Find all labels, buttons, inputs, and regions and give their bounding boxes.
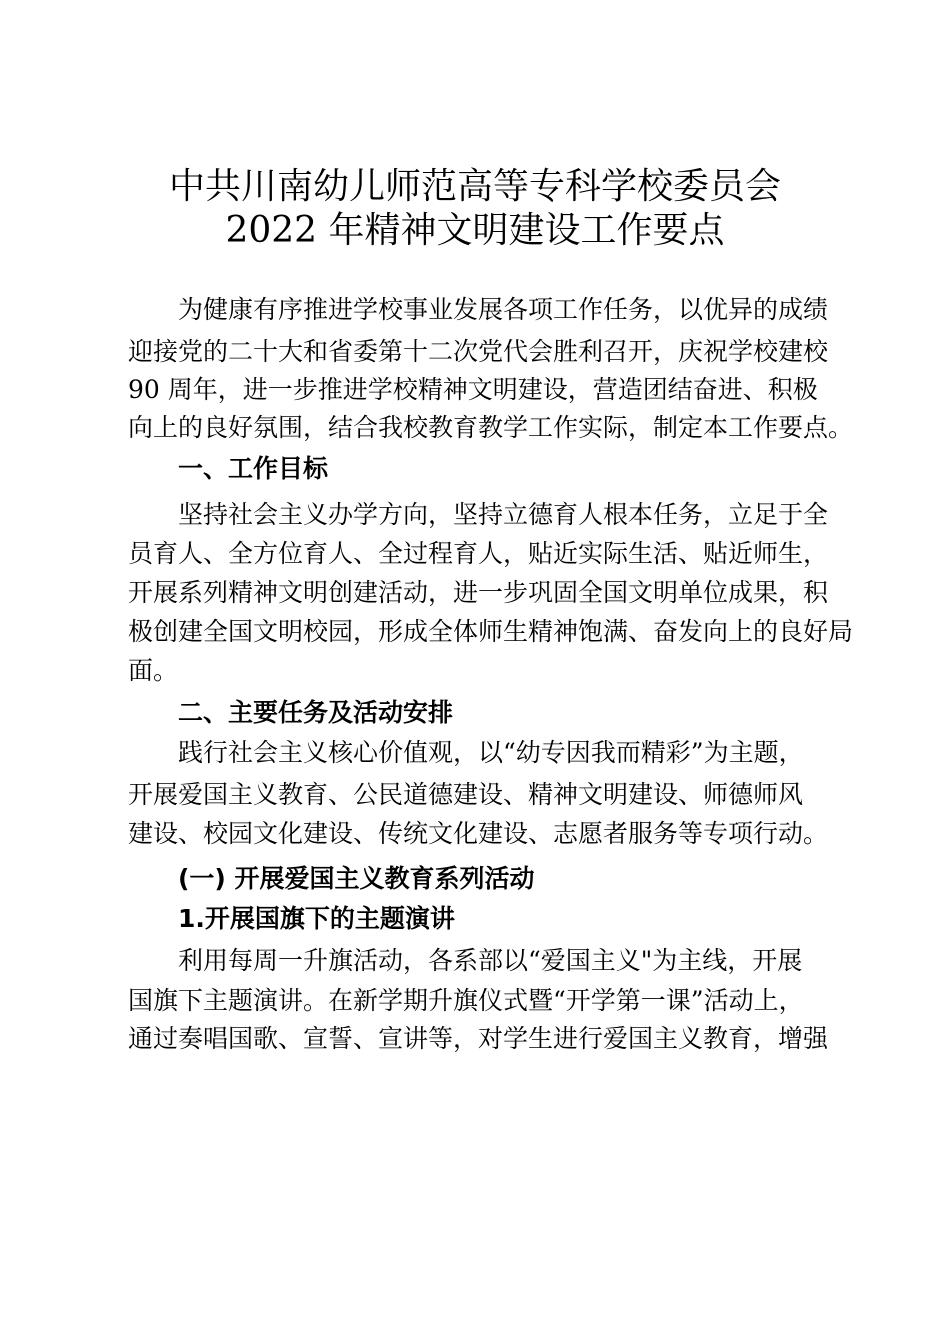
section-1-line-3: 开展系列精神文明创建活动，进一步巩固全国文明单位成果，积 bbox=[128, 578, 829, 607]
section-1-heading: 一、工作目标 bbox=[178, 454, 329, 483]
intro-line-4: 向上的良好氛围，结合我校教育教学工作实际，制定本工作要点。 bbox=[128, 413, 854, 442]
intro-line-2: 迎接党的二十大和省委第十二次党代会胜利召开，庆祝学校建校 bbox=[128, 337, 829, 366]
section-2-line-1: 践行社会主义核心价值观，以“幼专因我而精彩”为主题， bbox=[178, 738, 804, 767]
section-1-line-4: 极创建全国文明校园，形成全体师生精神饱满、奋发向上的良好局 bbox=[128, 617, 854, 646]
section-2-heading: 二、主要任务及活动安排 bbox=[178, 698, 454, 727]
intro-line-3: 90 周年，进一步推进学校精神文明建设，营造团结奋进、积极 bbox=[128, 375, 818, 404]
subsection-1-heading: (一) 开展爱国主义教育系列活动 bbox=[178, 864, 535, 893]
section-1-line-5: 面。 bbox=[128, 656, 179, 685]
section-2-line-2: 开展爱国主义教育、公民道德建设、精神文明建设、师德师风 bbox=[128, 780, 804, 809]
section-1-line-1: 坚持社会主义办学方向，坚持立德育人根本任务，立足于全 bbox=[178, 500, 829, 529]
section-1-line-2: 员育人、全方位育人、全过程育人，贴近实际生活、贴近师生， bbox=[128, 539, 829, 568]
section-2-line-3: 建设、校园文化建设、传统文化建设、志愿者服务等专项行动。 bbox=[128, 819, 829, 848]
document-title-line-1: 中共川南幼儿师范高等专科学校委员会 bbox=[168, 166, 781, 207]
item-1-heading: 1.开展国旗下的主题演讲 bbox=[178, 904, 455, 933]
document-title-line-2: 2022 年精神文明建设工作要点 bbox=[225, 210, 725, 251]
intro-line-1: 为健康有序推进学校事业发展各项工作任务，以优异的成绩 bbox=[178, 295, 829, 324]
item-1-line-1: 利用每周一升旗活动，各系部以“爱国主义"为主线，开展 bbox=[178, 946, 803, 975]
item-1-line-2: 国旗下主题演讲。在新学期升旗仪式暨“开学第一课”活动上， bbox=[128, 986, 804, 1015]
item-1-line-3: 通过奏唱国歌、宣誓、宣讲等，对学生进行爱国主义教育，增强 bbox=[128, 1024, 829, 1053]
